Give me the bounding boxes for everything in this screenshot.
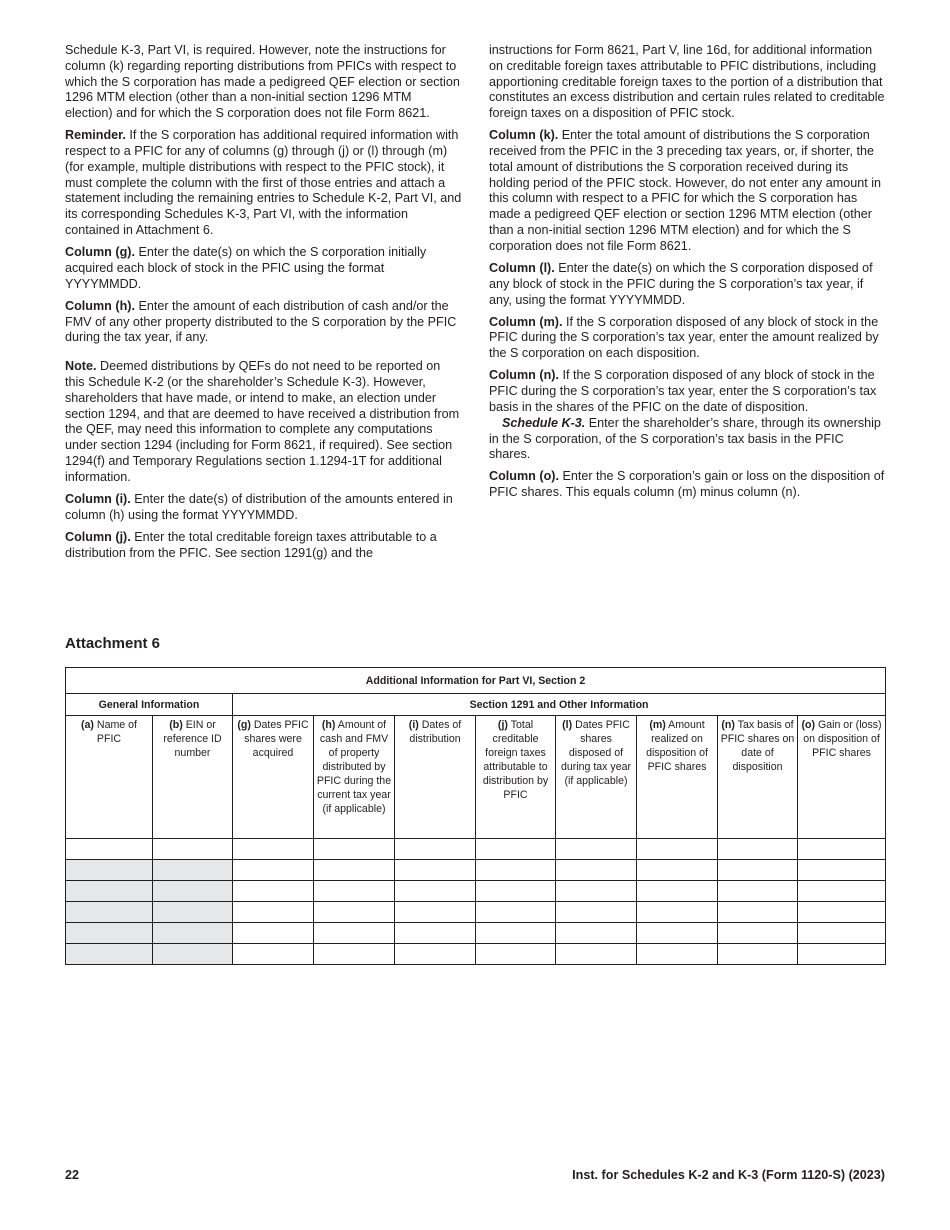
column-h-label: Column (h). xyxy=(65,298,135,313)
column-m-text: If the S corporation disposed of any block of stock in the PFIC during the S corporation’s tax year, enter the amount realized by the S corporation on each disposition. xyxy=(489,314,879,361)
column-i-label: Column (i). xyxy=(65,491,131,506)
column-i-text: Enter the date(s) of distribution of the amounts entered in column (h) using the format YYYYMMDD. xyxy=(65,491,453,522)
table-cell[interactable] xyxy=(395,839,476,860)
table-cell[interactable] xyxy=(395,860,476,881)
table-cell[interactable] xyxy=(798,902,886,923)
column-j-label: Column (j). xyxy=(65,529,131,544)
reminder-label: Reminder. xyxy=(65,128,126,143)
shaded-cell xyxy=(153,860,233,881)
table-cell[interactable] xyxy=(798,839,886,860)
table-cell[interactable] xyxy=(556,860,637,881)
table-cell[interactable] xyxy=(637,944,718,965)
column-k-paragraph xyxy=(489,128,886,254)
table-row xyxy=(66,881,886,902)
table-cell[interactable] xyxy=(314,839,395,860)
table-cell[interactable] xyxy=(395,944,476,965)
column-l-paragraph xyxy=(489,261,886,308)
table-cell[interactable] xyxy=(314,860,395,881)
column-j-text: Enter the total creditable foreign taxes attributable to a distribution from the PFIC. See section 1291(g) and the xyxy=(65,529,437,560)
table-row xyxy=(66,860,886,881)
column-o-text: Enter the S corporation’s gain or loss on the disposition of PFIC shares. This equals column (m) minus column (n). xyxy=(489,469,885,500)
table-cell[interactable] xyxy=(66,839,153,860)
column-o-paragraph xyxy=(489,469,886,501)
shaded-cell xyxy=(66,902,153,923)
table-cell[interactable] xyxy=(233,923,314,944)
column-g-text: Enter the date(s) on which the S corporation initially acquired each block of stock in the PFIC using the format YYYYMMDD. xyxy=(65,245,427,291)
table-cell[interactable] xyxy=(476,860,556,881)
table-cell[interactable] xyxy=(476,944,556,965)
table-cell[interactable] xyxy=(718,860,798,881)
column-header-n: (n) Tax basis of PFIC shares on date of disposition xyxy=(718,716,798,839)
continuation-paragraph: instructions for Form 8621, Part V, line 16d, for additional information on creditable foreign taxes attributable to PFIC distributions, including apportioning creditable foreign taxes to the portion of a distribution that constitutes an excess distribution and certain rules related to creditable foreign taxes on a disposition of PFIC stock. xyxy=(489,43,885,121)
column-header-b: (b) EIN or reference ID number xyxy=(153,716,233,839)
table-cell[interactable] xyxy=(233,860,314,881)
note-text: Deemed distributions by QEFs do not need to be reported on this Schedule K-2 (or the shareholder’s Schedule K-3). However, shareholders that have made, or intend to make, an election under section 1294, and that are deemed to have received a distribution from the QEF, may need this information to complete any computations under section 1294 (including for Form 8621, if required). See section 1294(f) and Temporary Regulations section 1.1294-1T for additional information. xyxy=(65,359,460,484)
column-m-paragraph xyxy=(489,315,886,362)
table-row xyxy=(66,839,886,860)
table-cell[interactable] xyxy=(395,902,476,923)
column-k-label: Column (k). xyxy=(489,128,559,143)
reminder-paragraph xyxy=(65,128,462,239)
schedule-k3-label: Schedule K-3. xyxy=(502,415,586,430)
table-cell[interactable] xyxy=(395,881,476,902)
table-cell[interactable] xyxy=(476,902,556,923)
table-cell[interactable] xyxy=(637,902,718,923)
table-cell[interactable] xyxy=(718,881,798,902)
table-cell[interactable] xyxy=(314,881,395,902)
table-cell[interactable] xyxy=(476,839,556,860)
table-cell[interactable] xyxy=(556,902,637,923)
column-header-h: (h) Amount of cash and FMV of property distributed by PFIC during the current tax year (if applicable) xyxy=(314,716,395,839)
shaded-cell xyxy=(66,923,153,944)
section-1291-header: Section 1291 and Other Information xyxy=(233,694,886,716)
column-j-paragraph xyxy=(65,530,462,562)
table-cell[interactable] xyxy=(314,944,395,965)
table-row xyxy=(66,944,886,965)
column-header-m: (m) Amount realized on disposition of PFIC shares xyxy=(637,716,718,839)
table-cell[interactable] xyxy=(718,923,798,944)
table-cell[interactable] xyxy=(798,881,886,902)
column-n-text: If the S corporation disposed of any block of stock in the PFIC during the S corporation’s tax year, enter the S corporation’s tax basis in the shares of the PFIC on the date of disposition. xyxy=(489,368,877,414)
attachment-heading: Attachment 6 xyxy=(65,635,161,652)
column-h-paragraph xyxy=(65,299,462,346)
table-cell[interactable] xyxy=(153,839,233,860)
column-n-paragraph xyxy=(489,368,886,415)
table-cell[interactable] xyxy=(556,839,637,860)
table-cell[interactable] xyxy=(556,881,637,902)
table-cell[interactable] xyxy=(798,923,886,944)
general-information-header: General Information xyxy=(66,694,233,716)
table-cell[interactable] xyxy=(556,944,637,965)
shaded-cell xyxy=(66,944,153,965)
shaded-cell xyxy=(153,923,233,944)
table-cell[interactable] xyxy=(798,944,886,965)
table-cell[interactable] xyxy=(718,839,798,860)
table-cell[interactable] xyxy=(314,902,395,923)
column-g-label: Column (g). xyxy=(65,245,135,260)
column-h-text: Enter the amount of each distribution of cash and/or the FMV of any other property distributed to the S corporation by the PFIC during the tax year, if any. xyxy=(65,298,457,345)
left-text-column xyxy=(65,43,462,568)
schedule-k3-text: Enter the shareholder’s share, through its ownership in the S corporation, of the S corporation’s tax basis in the PFIC shares. xyxy=(489,415,881,462)
table-cell[interactable] xyxy=(233,881,314,902)
table-cell[interactable] xyxy=(637,923,718,944)
document-title: Inst. for Schedules K-2 and K-3 (Form 1120-S) (2023) xyxy=(572,1168,885,1182)
table-cell[interactable] xyxy=(233,839,314,860)
column-k-text: Enter the total amount of distributions the S corporation received from the PFIC in the 3 preceding tax years, or, if shorter, the total amount of distributions the S corporation received during its holding period of the PFIC stock. However, do not enter any amount in this column with respect to a PFIC for which the S corporation has made a pedigreed QEF election or section 1296 MTM election (other than a non-initial section 1296 MTM election) and for which the S corporation does not file Form 8621. xyxy=(489,128,882,253)
column-header-o: (o) Gain or (loss) on disposition of PFIC shares xyxy=(798,716,886,839)
table-row xyxy=(66,923,886,944)
table-row xyxy=(66,902,886,923)
table-cell[interactable] xyxy=(233,902,314,923)
shaded-cell xyxy=(153,881,233,902)
table-cell[interactable] xyxy=(637,839,718,860)
schedule-k3-paragraph xyxy=(489,416,886,463)
table-cell[interactable] xyxy=(476,881,556,902)
column-m-label: Column (m). xyxy=(489,314,563,329)
table-cell[interactable] xyxy=(395,923,476,944)
column-n-label: Column (n). xyxy=(489,368,559,383)
column-header-l: (l) Dates PFIC shares disposed of during tax year (if applicable) xyxy=(556,716,637,839)
column-header-a: (a) Name of PFIC xyxy=(66,716,153,839)
shaded-cell xyxy=(66,860,153,881)
table-cell[interactable] xyxy=(476,923,556,944)
table-cell[interactable] xyxy=(718,944,798,965)
column-header-j: (j) Total creditable foreign taxes attributable to distribution by PFIC xyxy=(476,716,556,839)
page-number: 22 xyxy=(65,1168,80,1182)
column-g-paragraph xyxy=(65,245,462,292)
reminder-text: If the S corporation has additional required information with respect to a PFIC for any of columns (g) through (j) or (l) through (m) (for example, multiple distributions with respect to the PFIC stock), it must complete the column with the first of those entries and attach a statement including the remaining entries to Schedule K-2, Part VI, and its corresponding Schedules K-3, Part VI, with the information contained in Attachment 6. xyxy=(65,128,462,238)
table-title: Additional Information for Part VI, Section 2 xyxy=(66,668,886,694)
shaded-cell xyxy=(153,944,233,965)
column-l-text: Enter the date(s) on which the S corporation disposed of any block of stock in the PFIC during the S corporation’s tax year, if any, using the format YYYYMMDD. xyxy=(489,260,873,307)
column-header-i: (i) Dates of distribution xyxy=(395,716,476,839)
column-i-paragraph xyxy=(65,492,462,524)
table-cell[interactable] xyxy=(233,944,314,965)
shaded-cell xyxy=(153,902,233,923)
table-cell[interactable] xyxy=(798,860,886,881)
column-o-label: Column (o). xyxy=(489,469,559,484)
note-paragraph xyxy=(65,359,462,485)
column-header-g: (g) Dates PFIC shares were acquired xyxy=(233,716,314,839)
attachment-6-table xyxy=(65,667,886,965)
table-cell[interactable] xyxy=(718,902,798,923)
table-cell[interactable] xyxy=(314,923,395,944)
intro-paragraph: Schedule K-3, Part VI, is required. However, note the instructions for column (k) regarding reporting distributions from PFICs with respect to which the S corporation has made a pedigreed QEF election or section 1296 MTM election (other than a non-initial section 1296 MTM election) and for which the S corporation does not file Form 8621. xyxy=(65,43,460,121)
table-cell[interactable] xyxy=(637,881,718,902)
table-cell[interactable] xyxy=(637,860,718,881)
table-cell[interactable] xyxy=(556,923,637,944)
shaded-cell xyxy=(66,881,153,902)
column-l-label: Column (l). xyxy=(489,260,555,275)
note-label: Note. xyxy=(65,359,97,374)
right-text-column xyxy=(489,43,886,507)
